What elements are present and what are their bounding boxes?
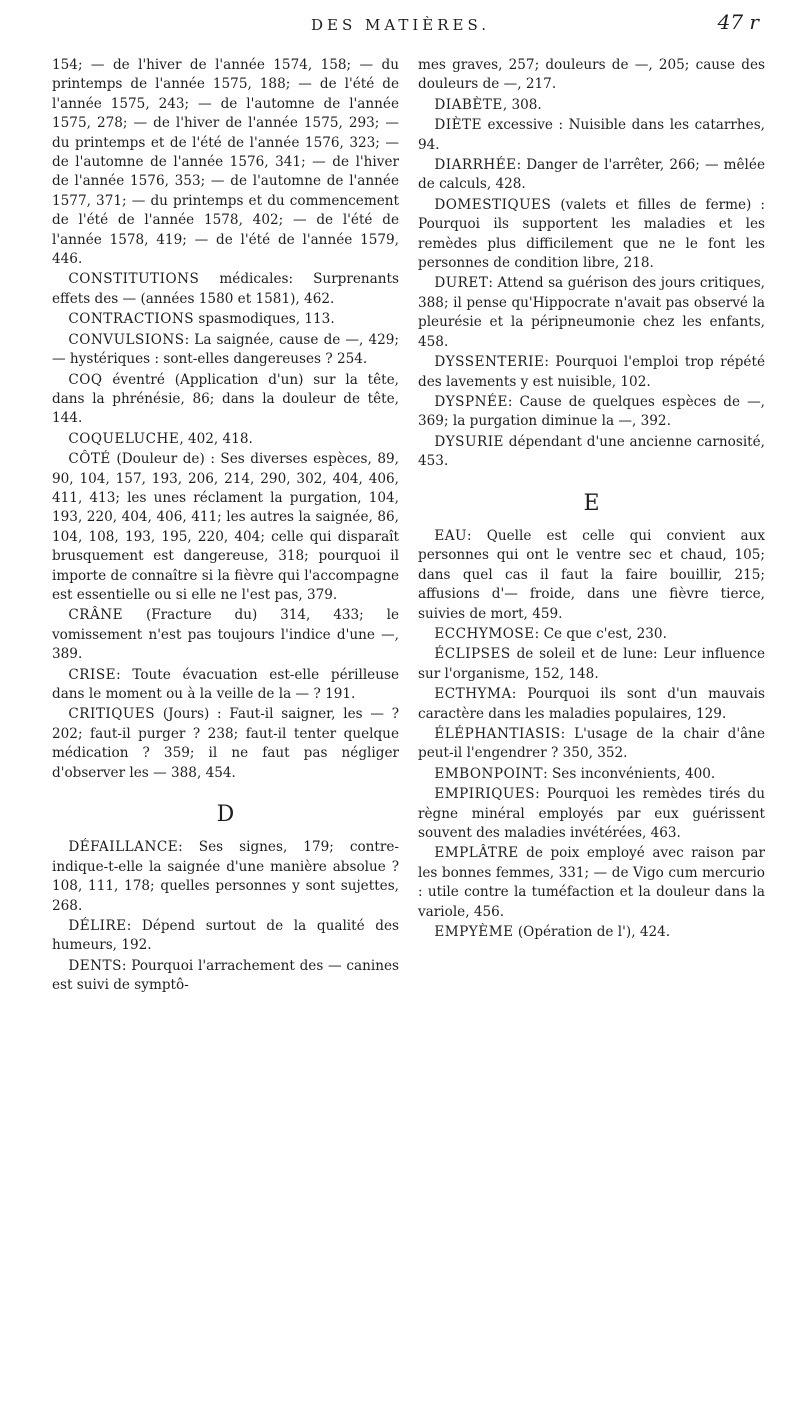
right-column	[418, 56, 765, 997]
entry-text: (Fracture du) 314, 433; le vomissement n'est pas toujours l'indice d'une —, 389.	[52, 607, 399, 663]
index-entry	[418, 725, 765, 764]
index-entry	[52, 331, 399, 370]
entry-headword: CRÂNE	[68, 607, 124, 624]
index-entry	[418, 274, 765, 352]
index-entry	[418, 116, 765, 155]
entry-headword: DÉFAILLANCE	[68, 839, 179, 856]
section-letter: E	[583, 490, 600, 516]
entry-headword: DYSSENTERIE	[434, 354, 545, 371]
entry-headword: CRISE	[68, 666, 117, 683]
index-entry	[52, 270, 399, 309]
page-number: 47 r	[717, 10, 759, 34]
index-entry	[52, 838, 399, 916]
entry-text: : Attend sa guérison des jours critiques, 388; il pense qu'Hippocrate n'avait pas observé la pleurésie et la péripneumonie chez les enfants, 458.	[418, 275, 765, 350]
entry-text: : Ses signes, 179; contre-indique-t-elle la saignée d'une manière absolue ? 108, 111, 178; quelles personnes y sont sujettes, 268.	[52, 839, 399, 914]
index-entry	[52, 666, 399, 705]
left-column	[52, 56, 399, 997]
entry-text: : Pourquoi l'emploi trop répété des lavements y est nuisible, 102.	[418, 354, 765, 390]
index-entry	[52, 371, 399, 429]
entry-headword: DYSPNÉE	[434, 393, 508, 410]
entry-headword: DIÈTE	[434, 117, 482, 134]
entry-headword: COQ	[68, 371, 103, 388]
entry-text: : Quelle est celle qui convient aux personnes qui ont le ventre sec et chaud, 105; dans quel cas il faut la faire bouillir, 215; affusions d'— froide, dans une fièvre tierce, suivies de mort, 459.	[418, 527, 765, 622]
entry-headword: DYSURIE	[434, 433, 504, 450]
entry-text: spasmodiques, 113.	[194, 311, 335, 328]
index-entry	[52, 705, 399, 783]
entry-text: : Pourquoi les remèdes tirés du règne minéral employés par eux guérissent souvent des maladies invétérées, 463.	[418, 786, 765, 842]
entry-headword: CRITIQUES	[68, 706, 156, 723]
entry-text: de poix employé avec raison par les bonnes femmes, 331; — de Vigo cum mercurio : utile contre la tuméfaction et la douleur dans la variole, 456.	[418, 845, 765, 920]
entry-text: (valets et filles de ferme) : Pourquoi ils supportent les maladies et les remèdes plus difficilement que ne le font les personnes de condition libre, 218.	[418, 196, 765, 272]
index-entry	[418, 844, 765, 922]
index-entry	[418, 625, 765, 644]
section-letter: D	[216, 802, 235, 828]
index-entry	[418, 156, 765, 195]
entry-text: : Ses inconvénients, 400.	[543, 765, 716, 782]
entry-headword: CONVULSIONS	[68, 331, 185, 348]
entry-text: (Jours) : Faut-il saigner, les — ? 202; faut-il purger ? 238; faut-il tenter quelque médication ? 359; il ne faut pas négliger d'observer les — 388, 454.	[52, 706, 399, 781]
entry-text: mes graves, 257; douleurs de —, 205; cause des douleurs de —, 217.	[418, 57, 765, 93]
entry-headword: EMPLÂTRE	[434, 845, 519, 862]
entry-text: , 402, 418.	[179, 430, 253, 447]
entry-text: médicales: Surprenants effets des — (années 1580 et 1581), 462.	[52, 271, 399, 307]
entry-headword: DOMESTIQUES	[434, 196, 552, 213]
entry-headword: DURET	[434, 275, 489, 292]
index-entry	[418, 765, 765, 784]
index-entry	[418, 433, 765, 472]
entry-text: dépendant d'une ancienne carnosité, 453.	[418, 433, 765, 470]
entry-headword: EMPYÈME	[434, 924, 514, 941]
index-entry-continuation	[52, 56, 399, 269]
entry-text: , 308.	[502, 96, 542, 113]
index-entry	[418, 785, 765, 843]
entry-text: : Dépend surtout de la qualité des humeurs, 192.	[52, 918, 399, 954]
index-entry	[52, 450, 399, 605]
index-entry	[52, 917, 399, 956]
entry-headword: ÉLÉPHANTIASIS	[434, 726, 561, 742]
index-columns	[52, 56, 765, 997]
entry-headword: DIARRHÉE	[434, 157, 517, 174]
entry-headword: EMBONPOINT	[434, 765, 544, 782]
entry-text: excessive : Nuisible dans les catarrhes, 94.	[418, 117, 765, 153]
index-entry	[418, 923, 765, 942]
entry-text: : La saignée, cause de —, 429; — hystériques : sont-elles dangereuses ? 254.	[52, 331, 399, 368]
index-entry	[52, 957, 399, 996]
entry-text: : Pourquoi ils sont d'un mauvais caractère dans les maladies populaires, 129.	[418, 686, 765, 722]
entry-headword: CONSTITUTIONS	[68, 271, 200, 288]
entry-text: (Douleur de) : Ses diverses espèces, 89, 90, 104, 157, 193, 206, 214, 290, 302, 404, 406, 411, 413; les unes réclament la purgation, 104, 193, 220, 404, 406, 411; les autres la saignée, 86, 104, 108, 193, 195, 220, 404; celle qui disparaît brusquement est dangereuse, 318; pourquoi il importe de connaître si la fièvre qui l'accompagne est essentielle ou si elle ne l'est pas, 379.	[52, 451, 399, 603]
entry-text: : Toute évacuation est-elle périlleuse dans le moment ou à la veille de la — ? 191.	[52, 666, 399, 702]
entry-text: : Cause de quelques espèces de —, 369; la purgation diminue la —, 392.	[418, 393, 765, 430]
entry-text: (Opération de l'), 424.	[513, 924, 671, 941]
entry-text: : Pourquoi l'arrachement des — canines est suivi de symptô-	[52, 957, 399, 994]
index-entry	[418, 96, 765, 115]
index-entry	[418, 685, 765, 724]
index-entry-continuation	[418, 56, 765, 95]
index-entry	[52, 430, 399, 449]
entry-headword: EMPIRIQUES	[434, 786, 536, 803]
entry-text: de soleil et de lune: Leur influence sur l'organisme, 152, 148.	[418, 646, 765, 682]
index-entry	[52, 606, 399, 664]
index-entry	[418, 196, 765, 274]
entry-headword: ECCHYMOSE	[434, 625, 535, 642]
index-entry	[418, 527, 765, 624]
entry-headword: ECTHYMA	[434, 686, 512, 703]
running-head: DES MATIÈRES.	[310, 16, 491, 34]
entry-headword: EAU	[434, 527, 468, 544]
entry-headword: DENTS	[68, 957, 122, 974]
entry-headword: CÔTÉ	[68, 451, 111, 468]
entry-text: éventré (Application d'un) sur la tête, dans la phrénésie, 86; dans la douleur de tête, 144.	[52, 371, 399, 427]
index-entry	[418, 353, 765, 392]
entry-headword: ÉCLIPSES	[434, 646, 511, 663]
entry-text: : L'usage de la chair d'âne peut-il l'engendrer ? 350, 352.	[418, 726, 765, 762]
index-entry	[418, 645, 765, 684]
entry-headword: DÉLIRE	[68, 918, 127, 935]
entry-headword: CONTRACTIONS	[68, 311, 195, 328]
entry-text: 154; — de l'hiver de l'année 1574, 158; — du printemps de l'année 1575, 188; — de l'été de l'année 1575, 243; — de l'automne de l'année 1575, 278; — de l'hiver de l'année 1575, 293; — du printemps et de l'été de l'année 1576, 323; — de l'automne de l'année 1576, 341; — de l'hiver de l'année 1576, 353; — de l'automne de l'année 1577, 371; — du printemps et du commencement de l'été de l'année 1578, 402; — de l'été de l'année 1578, 419; — de l'été de l'année 1579, 446.	[52, 57, 399, 268]
entry-text: : Ce que c'est, 230.	[534, 625, 667, 642]
index-entry	[52, 310, 399, 329]
entry-headword: DIABÈTE	[434, 96, 503, 113]
entry-text: : Danger de l'arrêter, 266; — mêlée de calculs, 428.	[418, 157, 765, 193]
index-entry	[418, 393, 765, 432]
entry-headword: COQUELUCHE	[68, 430, 180, 447]
